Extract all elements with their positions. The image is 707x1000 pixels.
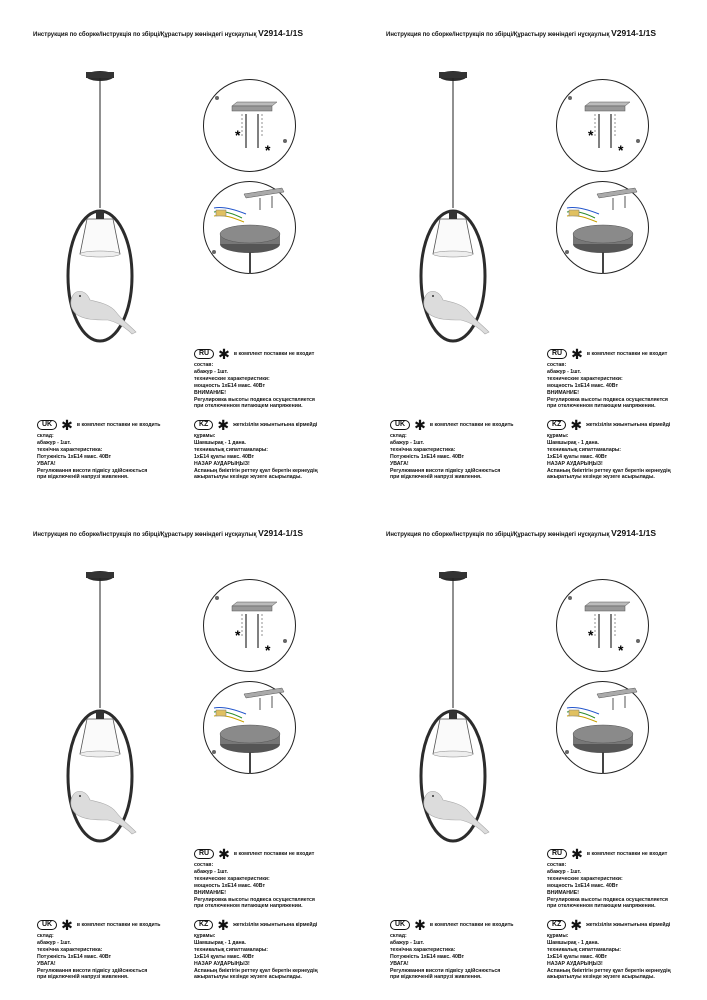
spec-line: Аспаның биіктігін реттеу қуат беретін кернеудің	[547, 467, 671, 474]
spec-line: НАЗАР АУДАРЫҢЫЗ!	[194, 960, 250, 967]
instruction-title	[386, 28, 656, 38]
spec-line: Шамшырақ - 1 дана.	[194, 939, 246, 946]
instruction-panel	[353, 0, 706, 500]
spec-line: состав:	[547, 362, 567, 368]
spec-line: құрамы:	[194, 933, 216, 939]
instruction-title	[33, 528, 303, 538]
asterisk-icon: ✱	[570, 917, 583, 933]
spec-line: Шамшырақ - 1 дана.	[547, 939, 599, 946]
spec-line: ажыратылуы кезінде жүзеге асырылады.	[547, 474, 655, 481]
not-included-note: в комплект поставки не входит	[586, 850, 668, 857]
spec-line: технические характеристики:	[547, 875, 623, 882]
instruction-title	[386, 528, 656, 538]
spec-line: склад:	[37, 933, 54, 939]
spec-line: ажыратылуы кезінде жүзеге асырылады.	[194, 974, 302, 981]
spec-line: Регулювання висоти підвісу здійснюється	[37, 467, 148, 474]
spec-line: абажур - 1шт.	[194, 368, 228, 375]
spec-line: УВАГА!	[390, 460, 409, 467]
spec-line: НАЗАР АУДАРЫҢЫЗ!	[547, 460, 603, 467]
spec-line: құрамы:	[194, 433, 216, 439]
spec-line: 1хЕ14 қуаты макс. 40Вт	[194, 453, 255, 460]
spec-line: абажур - 1шт.	[547, 368, 581, 375]
not-included-note: жеткізілім жиынтығына кірмейді	[586, 421, 671, 428]
spec-line: 1хЕ14 қуаты макс. 40Вт	[194, 953, 255, 960]
spec-line: абажур - 1шт.	[37, 939, 71, 946]
kz-language-badge: KZ	[194, 920, 213, 930]
spec-line: технические характеристики:	[194, 375, 270, 382]
spec-line: состав:	[547, 862, 567, 868]
spec-line: ВНИМАНИЕ!	[194, 889, 226, 896]
spec-line: склад:	[37, 433, 54, 439]
mounting-bracket-diagram	[555, 578, 650, 673]
spec-line: Потужність 1хЕ14 макс. 40Вт	[37, 953, 112, 960]
ru-section	[547, 846, 668, 910]
spec-line: Регулировка высоты подвеса осуществляется	[547, 896, 668, 903]
kz-language-badge: KZ	[547, 920, 566, 930]
not-included-star-mark: *	[588, 127, 594, 143]
uk-section	[37, 917, 161, 981]
model-number: V2914-1/1S	[258, 528, 304, 538]
title-prefix: Инструкция по сборке/Інструкція по збірці/Құрастыру жөніндегі нұсқаулық	[386, 532, 610, 538]
spec-line: Регулировка высоты подвеса осуществляется	[194, 396, 315, 403]
spec-line: 1хЕ14 қуаты макс. 40Вт	[547, 453, 608, 460]
spec-line: Регулювання висоти підвісу здійснюється	[37, 967, 148, 974]
title-prefix: Инструкция по сборке/Інструкція по збірці/Құрастыру жөніндегі нұсқаулық	[33, 532, 257, 538]
not-included-note: в комплект поставки не входить	[76, 421, 161, 428]
not-included-note: жеткізілім жиынтығына кірмейді	[586, 921, 671, 928]
ru-language-badge: RU	[194, 849, 214, 859]
spec-line: при відключеній напрузі живлення.	[37, 474, 129, 481]
not-included-note: жеткізілім жиынтығына кірмейді	[233, 421, 318, 428]
mounting-bracket-diagram	[202, 78, 297, 173]
spec-line: Потужність 1хЕ14 макс. 40Вт	[37, 453, 112, 460]
ru-language-badge: RU	[194, 349, 214, 359]
asterisk-icon: ✱	[61, 417, 73, 433]
kz-section	[194, 917, 318, 981]
spec-line: при отключенном питающем напряжении.	[547, 403, 656, 410]
not-included-star-mark: *	[235, 127, 241, 143]
spec-line: Регулировка высоты подвеса осуществляется	[547, 396, 668, 403]
spec-line: Шамшырақ - 1 дана.	[194, 439, 246, 446]
spec-line: НАЗАР АУДАРЫҢЫЗ!	[194, 460, 250, 467]
spec-line: ажыратылуы кезінде жүзеге асырылады.	[194, 474, 302, 481]
not-included-star-mark: *	[265, 642, 271, 658]
spec-line: УВАГА!	[37, 460, 56, 467]
instruction-panel	[0, 0, 353, 500]
not-included-star-mark: *	[235, 627, 241, 643]
not-included-note: в комплект поставки не входит	[233, 350, 315, 357]
spec-line: 1хЕ14 қуаты макс. 40Вт	[547, 953, 608, 960]
not-included-star-mark: *	[618, 142, 624, 158]
spec-line: технические характеристики:	[547, 375, 623, 382]
pendant-lamp-illustration	[50, 564, 160, 844]
model-number: V2914-1/1S	[611, 528, 657, 538]
ru-section	[194, 346, 315, 410]
kz-section	[547, 417, 671, 481]
spec-line: при відключеній напрузі живлення.	[37, 974, 129, 981]
spec-line: техникалық сипаттамалары:	[194, 946, 269, 953]
spec-line: при отключенном питающем напряжении.	[194, 903, 303, 910]
not-included-note: жеткізілім жиынтығына кірмейді	[233, 921, 318, 928]
spec-line: при відключеній напрузі живлення.	[390, 974, 482, 981]
spec-line: при отключенном питающем напряжении.	[547, 903, 656, 910]
uk-section	[37, 417, 161, 481]
spec-line: технічна характеристика:	[390, 946, 456, 953]
canopy-wiring-diagram	[555, 680, 650, 775]
spec-line: склад:	[390, 433, 407, 439]
instruction-panel	[0, 500, 353, 1000]
pendant-lamp-illustration	[403, 64, 513, 344]
spec-line: при відключеній напрузі живлення.	[390, 474, 482, 481]
spec-line: құрамы:	[547, 933, 569, 939]
mounting-bracket-diagram	[202, 578, 297, 673]
spec-line: ажыратылуы кезінде жүзеге асырылады.	[547, 974, 655, 981]
canopy-wiring-diagram	[202, 180, 297, 275]
pendant-lamp-illustration	[50, 64, 160, 344]
pendant-lamp-illustration	[403, 564, 513, 844]
spec-line: УВАГА!	[37, 960, 56, 967]
asterisk-icon: ✱	[571, 846, 583, 862]
model-number: V2914-1/1S	[258, 28, 304, 38]
kz-section	[547, 917, 671, 981]
spec-line: УВАГА!	[390, 960, 409, 967]
not-included-note: в комплект поставки не входит	[233, 850, 315, 857]
spec-line: НАЗАР АУДАРЫҢЫЗ!	[547, 960, 603, 967]
spec-line: состав:	[194, 862, 214, 868]
spec-line: ВНИМАНИЕ!	[194, 389, 226, 396]
spec-line: Регулировка высоты подвеса осуществляется	[194, 896, 315, 903]
asterisk-icon: ✱	[218, 346, 230, 362]
spec-line: Шамшырақ - 1 дана.	[547, 439, 599, 446]
uk-language-badge: UK	[37, 920, 57, 930]
asterisk-icon: ✱	[218, 846, 230, 862]
spec-line: Аспаның биіктігін реттеу қуат беретін кернеудің	[194, 967, 318, 974]
uk-language-badge: UK	[390, 920, 410, 930]
not-included-star-mark: *	[618, 642, 624, 658]
instruction-panel	[353, 500, 706, 1000]
ru-section	[547, 346, 668, 410]
spec-line: абажур - 1шт.	[390, 939, 424, 946]
spec-line: абажур - 1шт.	[390, 439, 424, 446]
kz-language-badge: KZ	[547, 420, 566, 430]
spec-line: техникалық сипаттамалары:	[547, 446, 622, 453]
mounting-bracket-diagram	[555, 78, 650, 173]
not-included-note: в комплект поставки не входить	[76, 921, 161, 928]
asterisk-icon: ✱	[414, 417, 426, 433]
spec-line: техникалық сипаттамалары:	[194, 446, 269, 453]
not-included-note: в комплект поставки не входить	[429, 921, 514, 928]
asterisk-icon: ✱	[571, 346, 583, 362]
title-prefix: Инструкция по сборке/Інструкція по збірці/Құрастыру жөніндегі нұсқаулық	[386, 32, 610, 38]
kz-language-badge: KZ	[194, 420, 213, 430]
spec-line: Аспаның биіктігін реттеу қуат беретін кернеудің	[194, 467, 318, 474]
spec-line: склад:	[390, 933, 407, 939]
spec-line: Аспаның биіктігін реттеу қуат беретін кернеудің	[547, 967, 671, 974]
spec-line: технічна характеристика:	[37, 946, 103, 953]
not-included-star-mark: *	[588, 627, 594, 643]
asterisk-icon: ✱	[217, 917, 230, 933]
ru-section	[194, 846, 315, 910]
spec-line: ВНИМАНИЕ!	[547, 889, 579, 896]
model-number: V2914-1/1S	[611, 28, 657, 38]
ru-language-badge: RU	[547, 849, 567, 859]
spec-line: Регулювання висоти підвісу здійснюється	[390, 467, 501, 474]
asterisk-icon: ✱	[570, 417, 583, 433]
canopy-wiring-diagram	[555, 180, 650, 275]
not-included-note: в комплект поставки не входить	[429, 421, 514, 428]
not-included-star-mark: *	[265, 142, 271, 158]
title-prefix: Инструкция по сборке/Інструкція по збірці/Құрастыру жөніндегі нұсқаулық	[33, 32, 257, 38]
instruction-title	[33, 28, 303, 38]
spec-line: Регулювання висоти підвісу здійснюється	[390, 967, 501, 974]
uk-language-badge: UK	[37, 420, 57, 430]
spec-line: Потужність 1хЕ14 макс. 40Вт	[390, 453, 465, 460]
uk-section	[390, 917, 514, 981]
not-included-note: в комплект поставки не входит	[586, 350, 668, 357]
spec-line: абажур - 1шт.	[547, 868, 581, 875]
ru-language-badge: RU	[547, 349, 567, 359]
uk-section	[390, 417, 514, 481]
spec-line: технічна характеристика:	[37, 446, 103, 453]
spec-line: мощность 1хЕ14 макс. 40Вт	[547, 382, 618, 389]
asterisk-icon: ✱	[61, 917, 73, 933]
spec-line: құрамы:	[547, 433, 569, 439]
spec-line: состав:	[194, 362, 214, 368]
asterisk-icon: ✱	[414, 917, 426, 933]
spec-line: Потужність 1хЕ14 макс. 40Вт	[390, 953, 465, 960]
spec-line: ВНИМАНИЕ!	[547, 389, 579, 396]
spec-line: мощность 1хЕ14 макс. 40Вт	[547, 882, 618, 889]
spec-line: техникалық сипаттамалары:	[547, 946, 622, 953]
spec-line: при отключенном питающем напряжении.	[194, 403, 303, 410]
spec-line: мощность 1хЕ14 макс. 40Вт	[194, 882, 265, 889]
spec-line: технічна характеристика:	[390, 446, 456, 453]
spec-line: абажур - 1шт.	[37, 439, 71, 446]
spec-line: технические характеристики:	[194, 875, 270, 882]
spec-line: абажур - 1шт.	[194, 868, 228, 875]
canopy-wiring-diagram	[202, 680, 297, 775]
kz-section	[194, 417, 318, 481]
spec-line: мощность 1хЕ14 макс. 40Вт	[194, 382, 265, 389]
asterisk-icon: ✱	[217, 417, 230, 433]
uk-language-badge: UK	[390, 420, 410, 430]
